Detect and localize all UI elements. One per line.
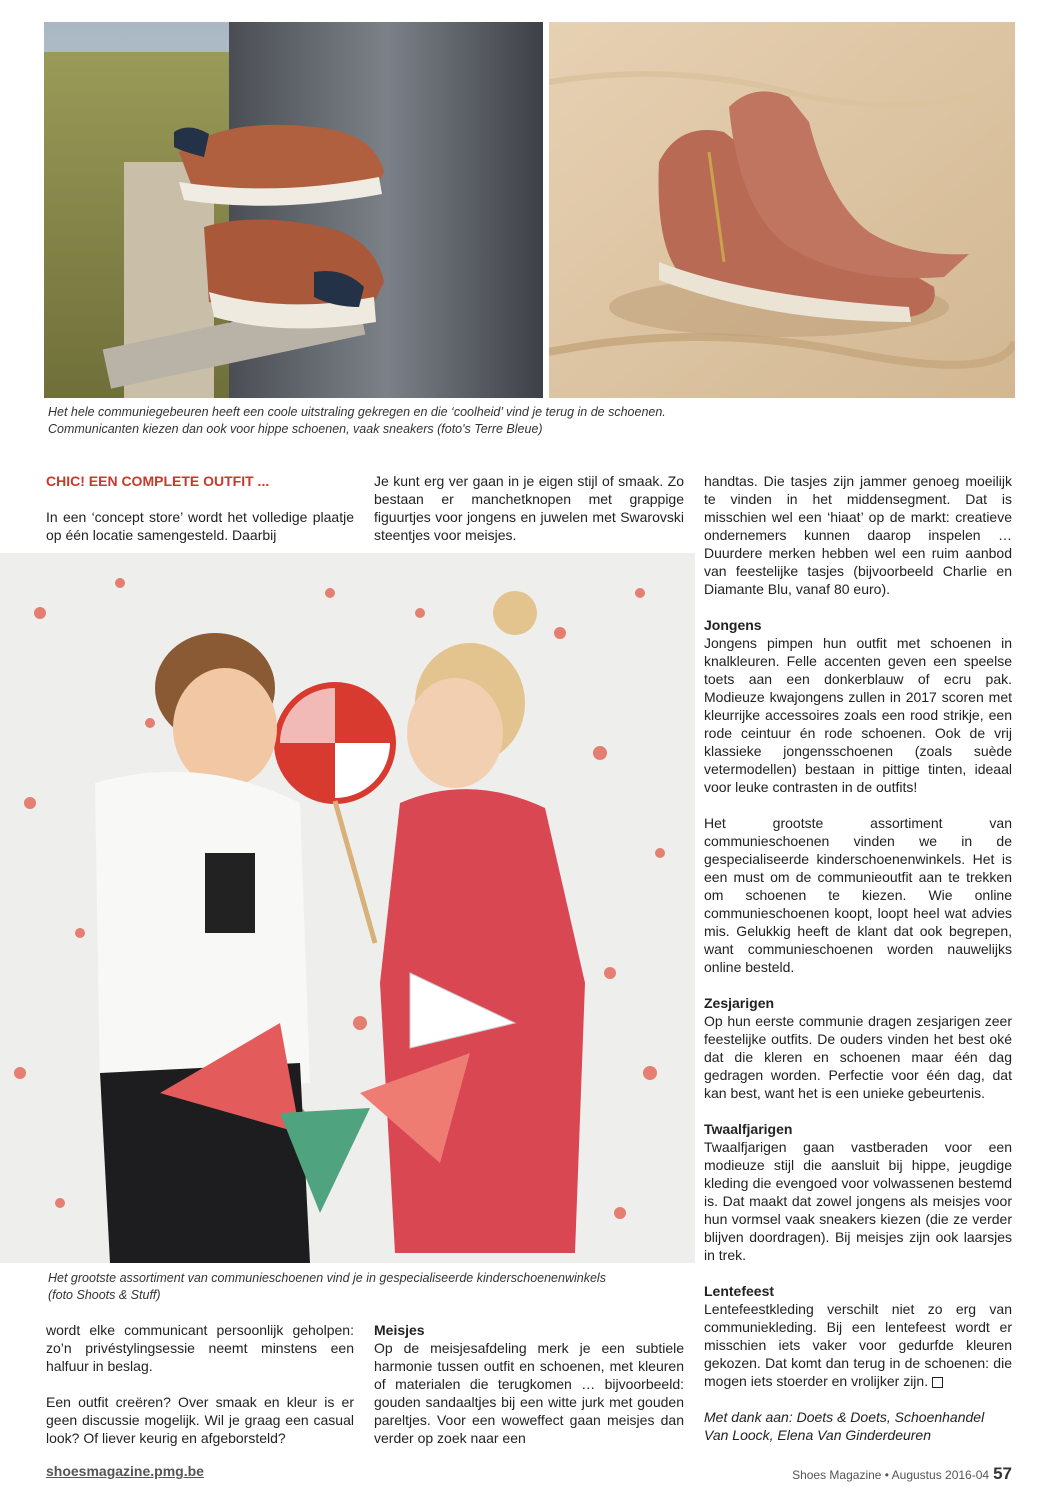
paragraph-zesjarigen: Op hun eerste communie dragen zesjarigen zeer feestelijke outfits. De ouders vinden het best oké dat die kleren en schoenen maar één dag gedragen worden. Perfectie voor één dag, dat kan best, want het is een unieke gebeurtenis. xyxy=(704,1013,1012,1101)
heading-chic: CHIC! EEN COMPLETE OUTFIT ... xyxy=(46,473,270,489)
paragraph-concept-store: In een ‘concept store’ wordt het volledige plaatje op één locatie samengesteld. Daarbij xyxy=(46,509,354,543)
column-2-bottom xyxy=(374,1321,684,1447)
paragraph-eigen-stijl: Je kunt erg ver gaan in je eigen stijl of smaak. Zo bestaan er manchetknopen met grappige figuurtjes voor jongens en juwelen met Swarovski steentjes voor meisjes. xyxy=(374,473,684,543)
heading-twaalfjarigen: Twaalfjarigen xyxy=(704,1121,793,1137)
paragraph-jongens: Jongens pimpen hun outfit met schoenen in knalkleuren. Felle accenten geven een speelse toets aan een donkerblauw of ecru pak. Modieuze kwajongens zullen in 2017 scoren met kleurrijke accessoires zoals een rood strikje, een rode ceintuur én rode schoenen. Ook de vrij klassieke jongensschoenen (zoals suède vetermodellen) bestaan in pittige tinten, ideaal voor leuke contrasten in de outfits! xyxy=(704,635,1012,795)
paragraph-handtas: handtas. Die tasjes zijn jammer genoeg moeilijk te vinden in het middensegment. Dat is misschien wel een ‘hiaat’ op de markt: creatieve ondernemers kunnen daarop inspelen … Duurdere merken hebben wel een ruim aanbod van feestelijke tasjes (bijvoorbeeld Charlie en Diamante Blu, vanaf 80 euro). xyxy=(704,473,1012,597)
footer-issue-text: Shoes Magazine • Augustus 2016-04 xyxy=(792,1468,990,1482)
paragraph-outfit-creeren: Een outfit creëren? Over smaak en kleur is er geen discussie mogelijk. Wil je graag een casual look? Of liever keurig en afgeborsteld? xyxy=(46,1394,354,1446)
photo-sneakers xyxy=(44,22,543,398)
caption-top-line1: Het hele communiegebeuren heeft een coole uitstraling gekregen en die ‘coolheid’ vind je terug in de schoenen. xyxy=(48,405,666,419)
sneakers-illustration xyxy=(44,22,543,398)
paragraph-privestyling: wordt elke communicant persoonlijk geholpen: zo’n privéstylingsessie neemt minstens een halfuur in beslag. xyxy=(46,1322,354,1374)
caption-top-line2: Communicanten kiezen dan ook voor hippe schoenen, vaak sneakers (foto's Terre Bleue) xyxy=(48,422,543,436)
heading-meisjes: Meisjes xyxy=(374,1322,425,1338)
column-1-top xyxy=(46,472,354,544)
kids-illustration xyxy=(0,553,695,1263)
boots-illustration xyxy=(549,22,1015,398)
heading-lentefeest: Lentefeest xyxy=(704,1283,775,1299)
footer-issue xyxy=(792,1464,1012,1484)
heading-zesjarigen: Zesjarigen xyxy=(704,995,775,1011)
column-1-bottom xyxy=(46,1321,354,1447)
paragraph-lentefeest: Lentefeestkleding verschilt niet zo erg van communiekleding. Bij een lentefeest wordt er misschien iets vaker voor gedurfde kleuren gekozen. Dat komt dan terug in de schoenen: die mogen iets stoerder en vrolijker zijn. xyxy=(704,1301,1012,1389)
heading-jongens: Jongens xyxy=(704,617,762,633)
paragraph-assortiment: Het grootste assortiment van communieschoenen vinden we in de gespecialiseerde kinderschoenenwinkels. Het is een must om de communieoutfit aan te trekken om schoenen te kiezen. Wie online communieschoenen koopt, loopt heel wat advies mis. Gelukkig heeft de klant dat ook begrepen, want communieschoenen worden nauwelijks online besteld. xyxy=(704,815,1012,975)
photo-boots xyxy=(549,22,1015,398)
paragraph-lentefeest-wrap xyxy=(704,1300,1012,1390)
paragraph-meisjes: Op de meisjesafdeling merk je een subtiele harmonie tussen outfit en schoenen, met kleuren of materialen die terugkomen … bijvoorbeeld: gouden sandaaltjes bij een witte jurk met gouden pareltjes. Voor een woweffect gaan meisjes dan verder op zoek naar een xyxy=(374,1340,684,1446)
footer-site-link[interactable]: shoesmagazine.pmg.be xyxy=(46,1463,204,1479)
column-3 xyxy=(704,472,1012,1444)
paragraph-twaalfjarigen: Twaalfjarigen gaan vastberaden voor een modieuze stijl die aansluit bij hippe, jeugdige kleding die evengoed voor volwassenen bestemd is. Dat maakt dat zowel jongens als meisjes voor hun vormsel vaak sneakers kiezen (die ze verder blijven doordragen). Bij meisjes zijn ook laarsjes in trek. xyxy=(704,1139,1012,1263)
page-number: 57 xyxy=(993,1464,1012,1483)
column-2-top xyxy=(374,472,684,544)
caption-bottom xyxy=(48,1270,698,1304)
photo-kids xyxy=(0,553,695,1263)
thanks-note: Met dank aan: Doets & Doets, Schoenhandel Van Loock, Elena Van Ginderdeuren xyxy=(704,1409,985,1443)
caption-top xyxy=(48,404,1018,438)
end-mark-icon xyxy=(932,1377,943,1388)
caption-bottom-line2: (foto Shoots & Stuff) xyxy=(48,1288,161,1302)
caption-bottom-line1: Het grootste assortiment van communieschoenen vind je in gespecialiseerde kinderschoenenwinkels xyxy=(48,1271,606,1285)
